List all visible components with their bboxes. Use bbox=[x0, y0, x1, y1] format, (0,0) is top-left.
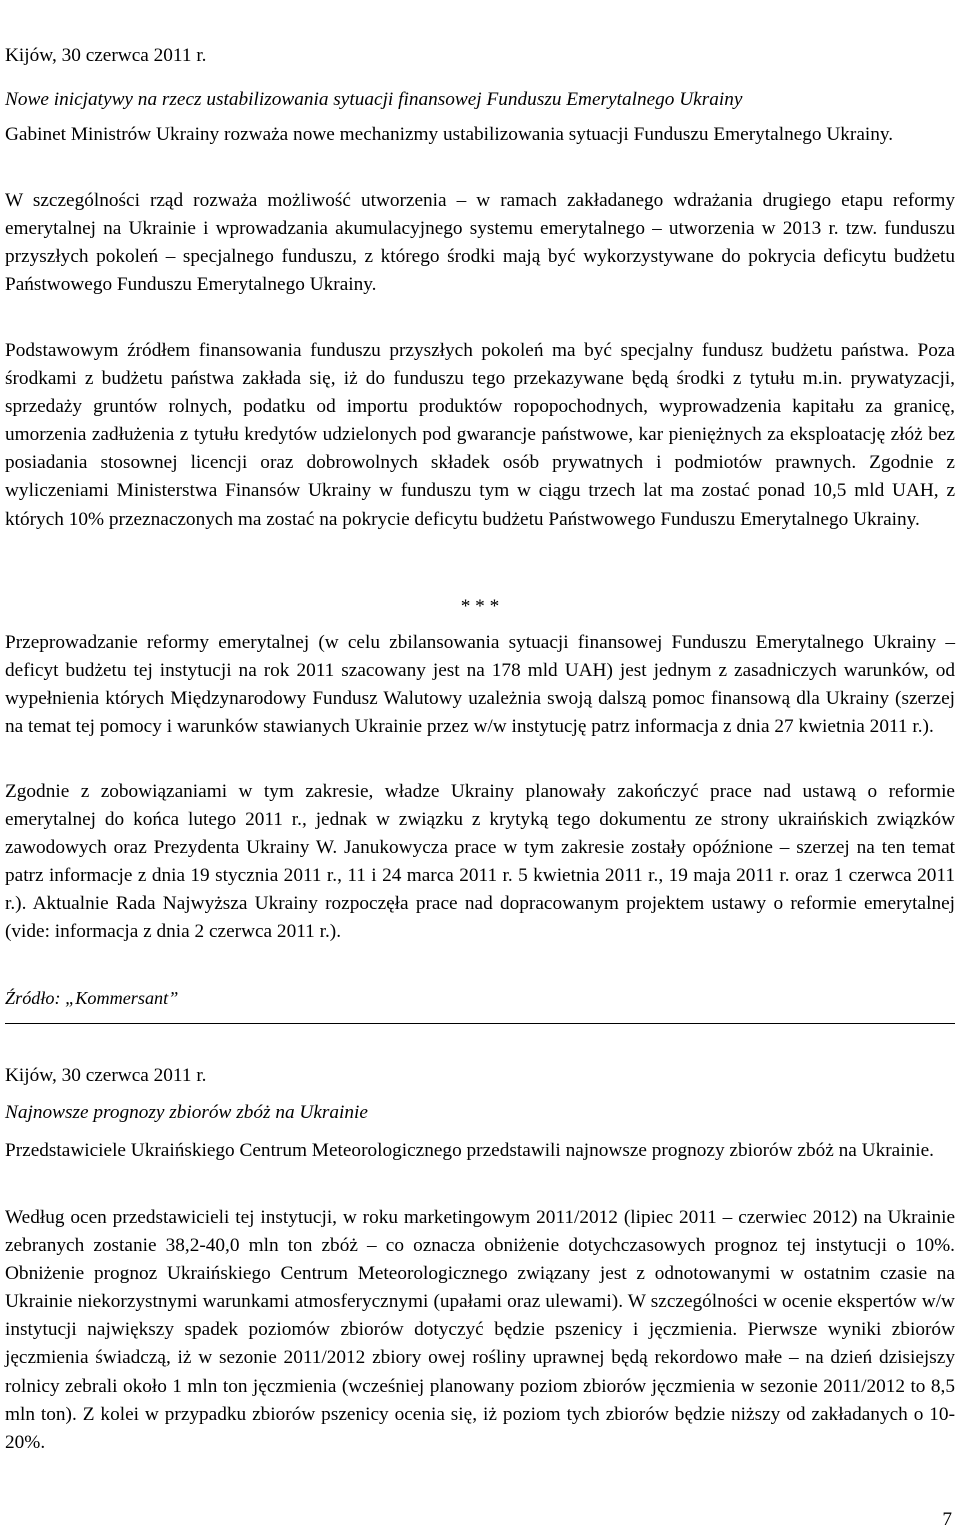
article1-paragraph-1: Gabinet Ministrów Ukrainy rozważa nowe mechanizmy ustabilizowania sytuacji Funduszu Emerytalnego Ukrainy. bbox=[5, 124, 894, 145]
article1-paragraph-3: Podstawowym źródłem finansowania funduszu przyszłych pokoleń ma być specjalny fundusz budżetu państwa. Poza środkami z budżetu państwa zakłada się, iż do funduszu tego przekazywane będą środki z tytułu m.in. prywatyzacji, sprzedaży gruntów rolnych, podatku od importu produktów ropopochodnych, wyprowadzenia kapitału za granicę, umorzenia zadłużenia z tytułu kredytów udzielonych pod gwarancje państwowe, kar pieniężnych za eksploatację złóż bez posiadania stosownej licencji oraz dobrowolnych składek osób prywatnych i podmiotów prawnych. Zgodnie z wyliczeniami Ministerstwa Finansów Ukrainy w funduszu tym w ciągu trzech lat ma zostać ponad 10,5 mld UAH, z których 10% przeznaczonych ma zostać na pokrycie deficytu budżetu Państwowego Funduszu Emerytalnego Ukrainy. bbox=[5, 340, 955, 530]
section-separator: * * * bbox=[460, 596, 500, 617]
article2-paragraph-1: Przedstawiciele Ukraińskiego Centrum Meteorologicznego przedstawili najnowsze prognozy zbiorów zbóż na Ukrainie. bbox=[5, 1140, 934, 1161]
article2-paragraph-2: Według ocen przedstawicieli tej instytucji, w roku marketingowym 2011/2012 (lipiec 2011 – czerwiec 2012) na Ukrainie zebranych zostanie 38,2-40,0 mln ton zbóż – co oznacza obniżenie dotychczasowych prognoz tej instytucji o 10%. Obniżenie prognoz Ukraińskiego Centrum Meteorologicznego związany jest z odnotowanymi w ostatnim czasie na Ukrainie niekorzystnymi warunkami atmosferycznymi (upałami oraz ulewami). W szczególności w ocenie ekspertów w/w instytucji największy spadek poziomów zbiorów dotyczyć będzie pszenicy i jęczmienia. Pierwsze wyniki zbiorów jęczmienia świadczą, iż w sezonie 2011/2012 zbiory owej rośliny uprawnej będą rekordowo małe – na dzień dzisiejszy rolnicy zebrali około 1 mln ton jęczmienia (wcześniej planowany poziom zbiorów jęczmienia w sezonie 2011/2012 to 8,5 mln ton). Z kolei w przypadku zbiorów pszenicy ocenia się, iż poziom tych zbiorów będzie niższy od zakładanych o 10-20%. bbox=[5, 1207, 955, 1453]
article1-paragraph-4: Przeprowadzanie reformy emerytalnej (w celu zbilansowania sytuacji finansowej Funduszu Emerytalnego Ukrainy – deficyt budżetu tej instytucji na rok 2011 szacowany jest na 178 mld UAH) jest jednym z zasadniczych warunków, od wypełnienia których Międzynarodowy Fundusz Walutowy uzależnia swoją dalszą pomoc finansową dla Ukrainy (szerzej na temat tej pomocy i warunków stawianych Ukrainie przez w/w instytucję patrz informacja z dnia 27 kwietnia 2011 r.). bbox=[5, 632, 955, 738]
article2-title: Najnowsze prognozy zbiorów zbóż na Ukrainie bbox=[5, 1102, 368, 1123]
article1-source: Źródło: „Kommersant” bbox=[5, 988, 179, 1008]
page-number: 7 bbox=[942, 1509, 952, 1530]
article1-dateline: Kijów, 30 czerwca 2011 r. bbox=[5, 45, 207, 66]
article1-paragraph-5: Zgodnie z zobowiązaniami w tym zakresie, władze Ukrainy planowały zakończyć prace nad ustawą o reformie emerytalnej do końca lutego 2011 r., jednak w związku z krytyką tego dokumentu ze strony ukraińskich związków zawodowych oraz Prezydenta Ukrainy W. Janukowycza prace w tym zakresie zostały opóźnione – szerzej na ten temat patrz informacje z dnia 19 stycznia 2011 r., 11 i 24 marca 2011 r. 5 kwietnia 2011 r., 19 maja 2011 r. oraz 1 czerwca 2011 r.). Aktualnie Rada Najwyższa Ukrainy rozpoczęła prace nad dopracowanym projektem ustawy o reformie emerytalnej (vide: informacja z dnia 2 czerwca 2011 r.). bbox=[5, 781, 955, 943]
article1-paragraph-2: W szczególności rząd rozważa możliwość utworzenia – w ramach zakładanego wdrażania drugiego etapu reformy emerytalnej na Ukrainie i wprowadzania akumulacyjnego systemu emerytalnego – utworzenia w 2013 r. tzw. funduszu przyszłych pokoleń – specjalnego funduszu, z którego środki mają być wykorzystywane do pokrycia deficytu budżetu Państwowego Funduszu Emerytalnego Ukrainy. bbox=[5, 190, 955, 296]
article-divider bbox=[5, 1023, 955, 1024]
article2-dateline: Kijów, 30 czerwca 2011 r. bbox=[5, 1065, 207, 1086]
article1-title: Nowe inicjatywy na rzecz ustabilizowania sytuacji finansowej Funduszu Emerytalnego Ukrainy bbox=[5, 89, 743, 110]
